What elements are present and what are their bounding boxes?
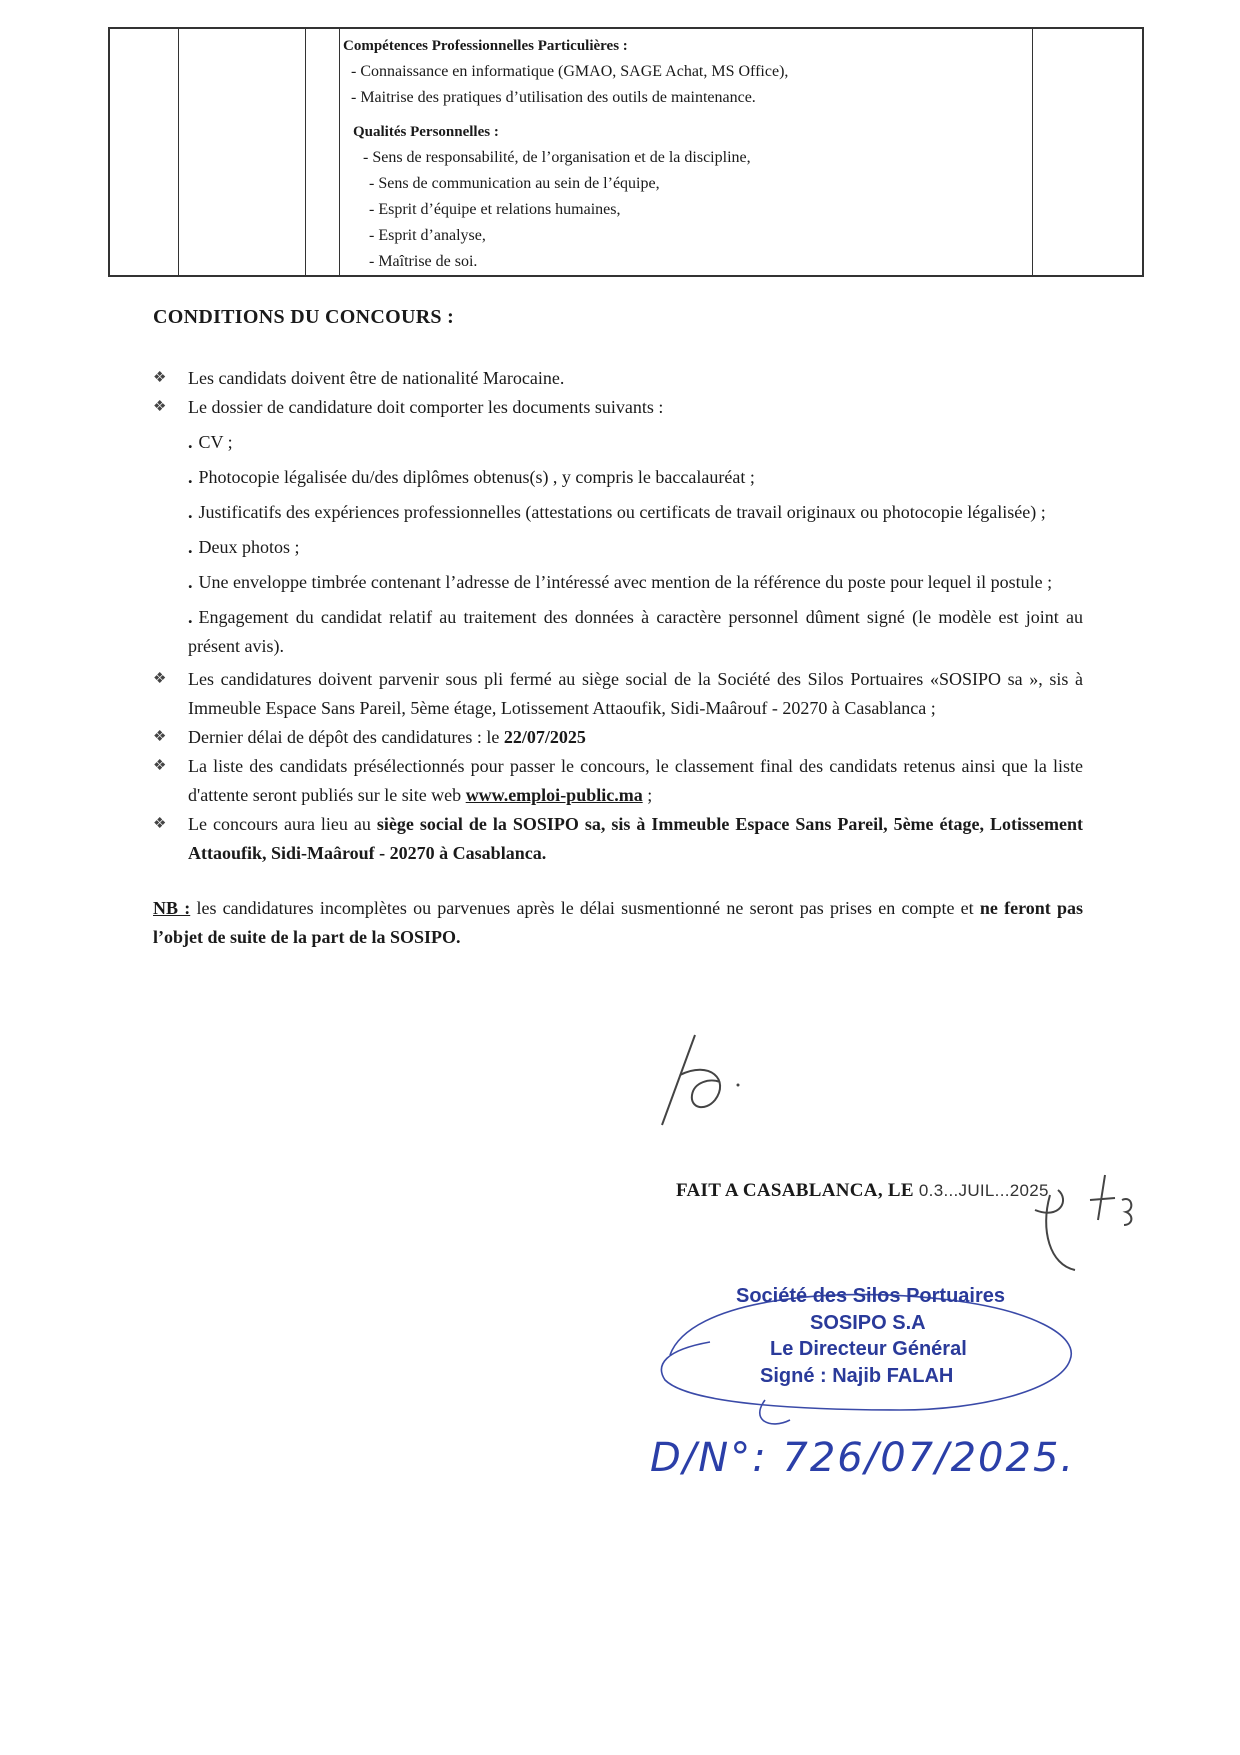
emploi-public-link[interactable]: www.emploi-public.ma — [465, 785, 643, 805]
conditions-list — [153, 364, 1083, 952]
job-table-fragment — [108, 27, 1144, 277]
deadline-date: 22/07/2025 — [503, 727, 586, 747]
document-item: . Une enveloppe timbrée contenant l’adresse de l’intéressé avec mention de la référence du poste pour lequel il postule ; — [188, 572, 1053, 592]
nb-note: NB : les candidatures incomplètes ou parvenues après le délai susmentionné ne seront pas prises en compte et ne feront pas l’objet de suite de la part de la SOSIPO. — [153, 898, 1084, 947]
director-signature-icon — [1030, 1170, 1150, 1280]
stamp-company-name: Société des Silos Portuaires — [736, 1285, 1005, 1307]
stamp-title: Le Directeur Général — [770, 1338, 967, 1360]
table-column-divider — [339, 29, 340, 275]
qualite-item: - Maîtrise de soi. — [369, 253, 478, 270]
condition-envoi: ❖ Les candidatures doivent parvenir sous pli fermé au siège social de la Société des Silos Portuaires «SOSIPO sa », sis à Immeuble Espace Sans Pareil, 5ème étage, Lotissement Attaoufik, Sidi-Maârouf - 20270 à Casablanca ; — [153, 665, 1083, 723]
diamond-bullet-icon: ❖ — [153, 729, 167, 745]
qualite-item: - Sens de responsabilité, de l’organisation et de la discipline, — [363, 149, 751, 166]
condition-delai: ❖ Dernier délai de dépôt des candidatures : le 22/07/2025 — [153, 723, 1083, 752]
initials-signature-icon — [650, 1030, 760, 1130]
document-item: . Engagement du candidat relatif au traitement des données à caractère personnel dûment signé (le modèle est joint au présent avis). — [188, 607, 1083, 656]
table-column-divider — [305, 29, 306, 275]
diamond-bullet-icon: ❖ — [153, 671, 167, 687]
condition-liste: ❖ La liste des candidats présélectionnés pour passer le concours, le classement final des candidats retenus ainsi que la liste d'attente seront publiés sur le site web www.emploi-public.ma ; — [153, 752, 1083, 810]
competence-item: - Connaissance en informatique (GMAO, SAGE Achat, MS Office), — [351, 63, 789, 80]
qualite-item: - Esprit d’analyse, — [369, 227, 486, 244]
competences-heading: Compétences Professionnelles Particulières : — [343, 38, 628, 54]
signature-date: 0.3...JUIL...2025 — [918, 1181, 1049, 1200]
qualite-item: - Sens de communication au sein de l’équipe, — [369, 175, 660, 192]
handwritten-reference: D/N°: 726/07/2025. — [650, 1435, 1076, 1481]
diamond-bullet-icon: ❖ — [153, 370, 167, 386]
document-item: . Deux photos ; — [188, 537, 300, 557]
document-item: . CV ; — [188, 432, 233, 452]
qualite-item: - Esprit d’équipe et relations humaines, — [369, 201, 621, 218]
table-column-divider — [178, 29, 179, 275]
condition-nationalite: ❖ Les candidats doivent être de nationalité Marocaine. — [153, 364, 1083, 393]
company-stamp — [650, 1280, 1080, 1430]
diamond-bullet-icon: ❖ — [153, 758, 167, 774]
condition-lieu: ❖ Le concours aura lieu au siège social de la SOSIPO sa, sis à Immeuble Espace Sans Pareil, 5ème étage, Lotissement Attaoufik, Sidi-Maârouf - 20270 à Casablanca. — [153, 810, 1083, 868]
table-cell-requirements — [343, 33, 1033, 275]
diamond-bullet-icon: ❖ — [153, 816, 167, 832]
condition-dossier: ❖ Le dossier de candidature doit comporter les documents suivants : — [153, 393, 1083, 422]
conditions-heading: CONDITIONS DU CONCOURS : — [153, 306, 455, 328]
diamond-bullet-icon: ❖ — [153, 399, 167, 415]
qualites-heading: Qualités Personnelles : — [353, 124, 499, 140]
document-item: . Justificatifs des expériences professionnelles (attestations ou certificats de travail originaux ou photocopie légalisée) ; — [188, 502, 1046, 522]
stamp-signatory: Signé : Najib FALAH — [760, 1365, 954, 1387]
competence-item: - Maitrise des pratiques d’utilisation des outils de maintenance. — [351, 89, 756, 106]
document-item: . Photocopie légalisée du/des diplômes obtenus(s) , y compris le baccalauréat ; — [188, 467, 755, 487]
stamp-company-short: SOSIPO S.A — [810, 1312, 926, 1334]
nb-label: NB : — [153, 898, 191, 918]
fait-a-casablanca: FAIT A CASABLANCA, LE 0.3...JUIL...2025 — [676, 1180, 1049, 1201]
